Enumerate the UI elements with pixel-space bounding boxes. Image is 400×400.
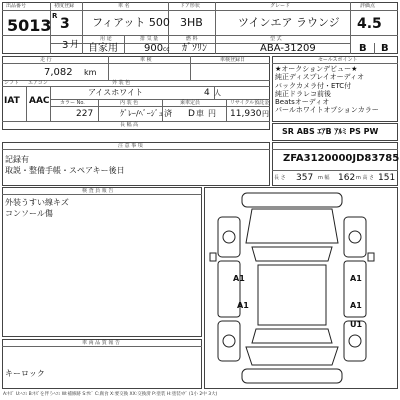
reg-month: 3: [62, 40, 69, 51]
note-line: 記録有: [5, 155, 29, 164]
fuel-label: 燃 料: [186, 36, 198, 42]
int-color-label: 内 装 色: [120, 100, 139, 106]
width-value: 162: [338, 173, 356, 183]
inspector-lines: [5, 197, 69, 219]
width-label: m 幅: [318, 175, 330, 181]
interior-score: B: [359, 43, 367, 54]
reg-year: 3: [60, 16, 70, 32]
seats-value: 4: [204, 88, 210, 98]
legend-footer: A:ｷｽﾞ U:ﾍｺﾐ B:ｷｽﾞを伴うﾍｺﾐ W:補修跡 S:ｻﾋﾞ C:腐食 X:要交換 XX:交換済 P:塗装 H:塗装ﾊｹﾞ (1小 2中 3大): [3, 392, 218, 397]
displacement-label: 排 気 量: [140, 36, 159, 42]
door-shape: 3HB: [180, 16, 203, 29]
recycle-amount-unit: 円: [262, 110, 269, 118]
selling-points-list: [275, 65, 397, 115]
damage-mark: U1: [350, 320, 363, 329]
length-label: 長 さ: [274, 175, 286, 181]
recycle-unit: 円: [208, 109, 216, 118]
model-label: 型 式: [270, 36, 282, 42]
seats-unit: 人: [214, 89, 221, 97]
displacement-unit: cc: [163, 46, 170, 53]
recycle-label: リサイクル預託金: [230, 100, 270, 106]
displacement: 900: [144, 43, 164, 54]
recycle-amount: 11,930: [230, 109, 262, 119]
inspector-line: 外装うすい線キズ: [5, 198, 69, 207]
month-unit: 月: [70, 40, 80, 50]
selling-point: 純正ドラレコ前後: [275, 89, 331, 98]
grade: ツインエア ラウンジ: [238, 16, 340, 29]
color-no-value: 227: [76, 109, 94, 119]
capacity-label: 乗車定員: [180, 100, 201, 106]
quality-item: キーロック: [5, 369, 45, 378]
inspector-line: コンソール傷: [5, 209, 53, 218]
inspection-date-label: 車検登録日: [220, 57, 246, 63]
recycle-status: 済: [164, 109, 172, 118]
note-line: 取説・整備手帳・スペアキー後日: [5, 166, 125, 175]
mileage-label: 走 行: [40, 57, 52, 63]
color-no-label: カラー No.: [60, 100, 85, 106]
score-label: 評価点: [360, 3, 376, 9]
door-label: 車: [196, 109, 204, 118]
door-code: D: [188, 109, 195, 119]
car-name: フィアット 500: [92, 16, 170, 29]
use-label: 用 途: [100, 36, 112, 42]
lot-no-label: 出品番号: [6, 3, 27, 9]
reg-label: 初度登録: [54, 3, 75, 9]
mileage-unit: km: [84, 68, 97, 77]
shift-value: IAT: [4, 96, 20, 106]
inspector-title: 検 査 員 報 告: [82, 188, 114, 194]
shift-label: シフト: [4, 80, 20, 86]
selling-point: Beatsオーディオ: [275, 98, 330, 107]
selling-point: パールホワイトオプションカラー: [275, 106, 379, 115]
inspection-label: 車 検: [140, 57, 152, 63]
height-label: m 高 さ: [356, 175, 375, 181]
ext-color-label: 外 装 色: [112, 80, 131, 86]
height-value: 151: [378, 173, 396, 183]
car-name-label: 車 名: [118, 3, 130, 9]
aircon-value: AAC: [29, 96, 50, 106]
int-color-value: ｸﾞﾚｰ/ﾍﾞｰｼﾞｭ: [120, 109, 163, 118]
selling-point: バックカメラ付・ETC付: [275, 81, 352, 90]
aircon-label: エアコン: [28, 80, 48, 86]
car-diagram: [204, 187, 398, 389]
overall-score: 4.5: [357, 16, 382, 32]
notes-title: 注 意 事 項: [118, 143, 143, 149]
damage-mark: A1: [233, 274, 245, 283]
fuel: ｶﾞｿﾘﾝ: [182, 43, 207, 54]
lot-number: 5013: [7, 16, 52, 35]
exterior-score: B: [381, 43, 389, 54]
grade-label: グレード: [270, 3, 291, 9]
mileage-value: 7,082: [44, 67, 73, 78]
selling-point: ★オークションデビュー★: [275, 65, 358, 73]
dims-label: 長 幅 高: [120, 122, 139, 128]
model-code: ABA-31209: [260, 43, 316, 54]
car-outline: [210, 193, 374, 383]
era: R: [52, 12, 58, 20]
doors-label: ドア形状: [180, 3, 200, 9]
ext-color-value: アイスホワイト: [88, 88, 143, 97]
damage-mark: A1: [350, 274, 362, 283]
damage-mark: A1: [350, 301, 362, 310]
quality-title: 車 両 品 質 報 告: [82, 340, 120, 346]
length-value: 357: [296, 173, 314, 183]
notes-lines: [5, 154, 125, 176]
damage-mark: A1: [237, 301, 249, 310]
selling-points-title: セールスポイント: [318, 57, 358, 63]
equipment-codes: SR ABS ｴｱB ｱﾙﾐ PS PW: [282, 127, 379, 136]
vin: ZFA3120000JD83785: [283, 153, 400, 164]
use: 自家用: [88, 43, 118, 54]
selling-point: 純正ディスプレイオーディオ: [275, 73, 365, 82]
